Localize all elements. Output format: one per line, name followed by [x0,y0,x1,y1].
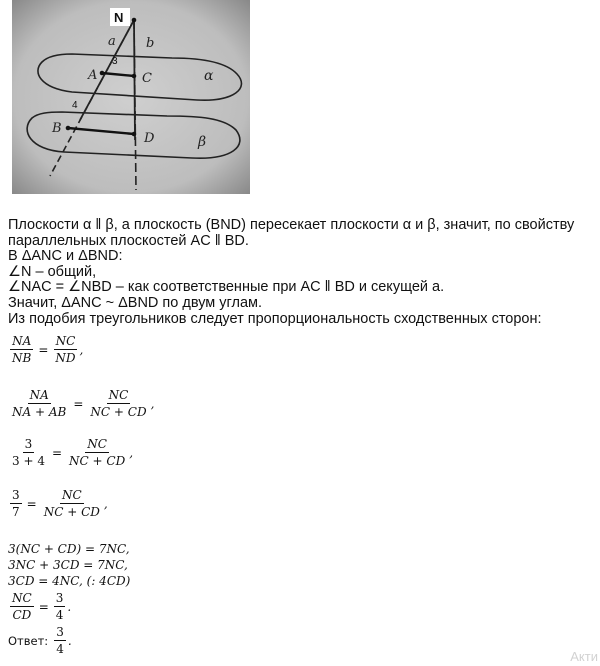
geometry-photo [12,0,250,194]
numerator: NC [12,591,32,605]
label-b: B [52,121,62,136]
fraction-left [10,437,47,468]
text-line-4: ∠N – общий, [8,263,97,280]
fraction-left [10,591,34,622]
numerator: 3 [55,591,64,605]
numerator: NC [61,488,82,502]
point-n [132,18,137,23]
label-a: A [88,68,98,83]
denominator: NB [12,351,32,365]
text-line-5: ∠NAC = ∠NBD – как соответственные при AC ǁ BD и секущей a. [8,279,445,296]
denominator: 3 + 4 [12,454,45,468]
denominator: 4 [56,642,64,656]
photo-background [12,0,250,194]
text-line-1: Плоскости α ǁ β, а плоскость (BND) пересекает плоскости α и β, значит, по свойству [8,217,575,233]
punctuation: , [129,445,134,460]
solution-text [8,218,598,327]
fraction-right [67,437,127,468]
label-n: N [114,10,124,25]
equation-2 [8,388,154,419]
label-beta: β [198,134,207,150]
equation-7: 3CD = 4NC, (: 4CD) [8,574,131,588]
answer-fraction [54,625,66,656]
label-length-ab: 4 [72,100,78,111]
punctuation: . [67,599,72,614]
numerator: 3 [56,625,64,639]
equation-5: 3(NC + CD) = 7NC, [8,542,130,556]
point-d [132,132,137,137]
label-b-line: b [146,36,155,51]
fraction-left [10,488,22,519]
label-alpha: α [204,68,214,84]
numerator: NC [108,388,129,402]
label-d: D [144,131,155,146]
equation-6: 3NC + 3CD = 7NC, [8,558,128,572]
text-line-7: Из подобия треугольников следует пропорциональность сходственных сторон: [8,310,542,327]
point-a [100,71,105,76]
fraction-right [53,334,77,365]
denominator: ND [55,351,76,365]
answer-label: Ответ: [8,633,49,648]
numerator: NC [55,334,76,348]
punctuation: , [79,342,84,357]
text-line-6: Значит, ΔANC ~ ΔBND по двум углам. [8,294,263,311]
equation-3 [8,437,133,468]
denominator: NC + CD [43,505,100,519]
numerator: 3 [24,437,33,451]
label-a-line: a [108,34,116,49]
punctuation: , [150,396,155,411]
denominator: CD [12,608,32,622]
punctuation: , [103,496,108,511]
fraction-left [10,334,33,365]
text-line-3: В ΔANC и ΔBND: [8,248,123,265]
label-length-na: 3 [112,56,118,67]
equation-1 [8,334,83,365]
equals-sign: = [73,396,84,411]
equals-sign: = [26,496,37,511]
denominator: NC + CD [69,454,126,468]
fraction-right [42,488,102,519]
denominator: 7 [12,505,20,519]
fraction-right [54,591,66,622]
answer [8,625,72,656]
denominator: NA + AB [12,405,67,419]
equals-sign: = [38,342,49,357]
equals-sign: = [51,445,63,460]
numerator: 3 [12,488,20,502]
point-b [66,126,71,131]
fraction-left [10,388,68,419]
watermark: Акти [570,649,598,664]
fraction-right [88,388,148,419]
punctuation: . [67,633,72,648]
point-c [132,74,137,79]
geometry-figure [12,0,250,194]
line-b-solid [134,20,135,140]
numerator: NA [29,388,49,402]
equals-sign: = [38,599,49,614]
denominator: NC + CD [90,405,147,419]
numerator: NA [12,334,32,348]
numerator: NC [87,437,107,451]
text-line-2: параллельных плоскостей AC ǁ BD. [8,232,249,249]
equation-8 [8,591,71,622]
equation-4 [8,488,108,519]
label-c: C [142,71,152,86]
denominator: 4 [55,608,64,622]
